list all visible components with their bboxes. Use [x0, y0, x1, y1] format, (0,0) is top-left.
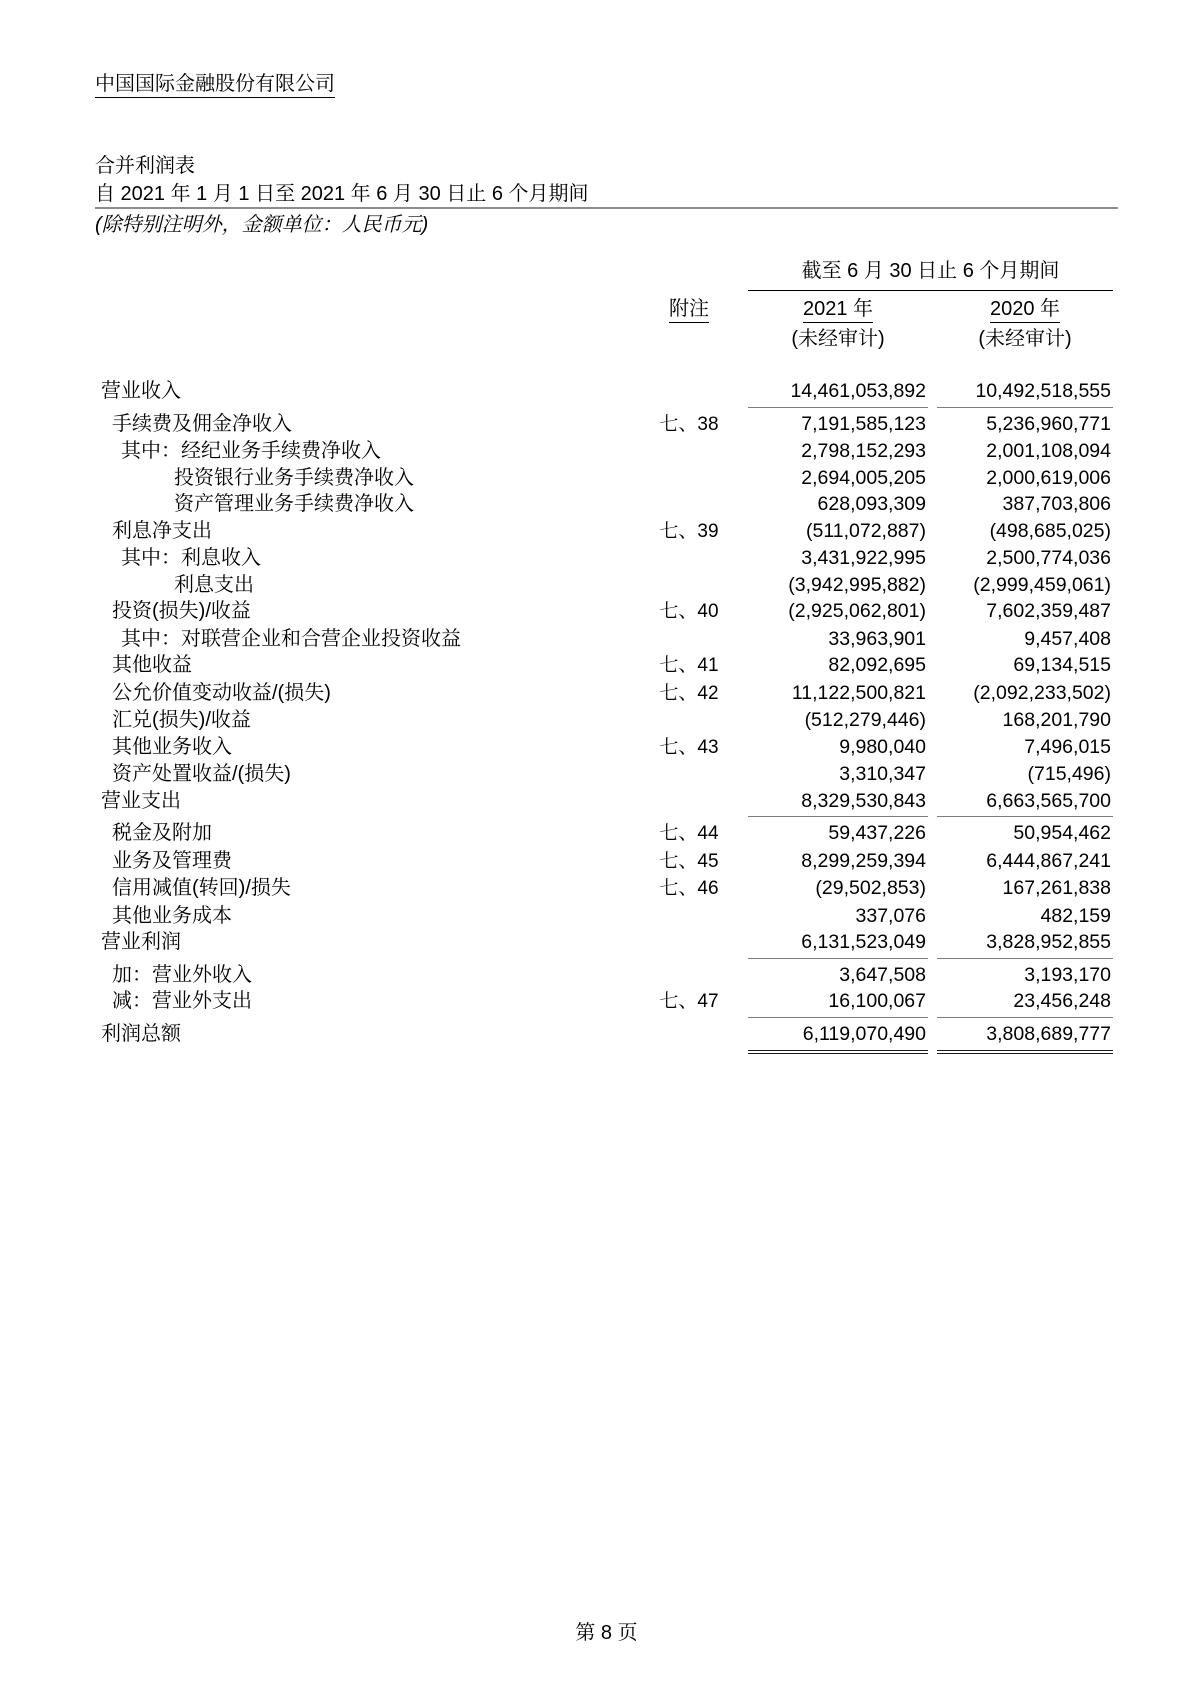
row-value-2021: 8,329,530,843: [748, 788, 928, 818]
row-note: 七、41: [659, 655, 719, 676]
row-note: 七、43: [659, 736, 719, 758]
row-value-2020: 6,663,565,700: [937, 788, 1113, 818]
row-value-2020: 7,496,015: [1024, 735, 1111, 758]
row-value-2021: 59,437,226: [828, 822, 926, 844]
row-value-2020: 168,201,790: [1002, 709, 1111, 731]
row-value-2021: 6,131,523,049: [748, 929, 928, 959]
row-note: 七、40: [659, 601, 719, 622]
row-value-2020: 10,492,518,555: [937, 378, 1113, 408]
row-note: 七、47: [659, 991, 719, 1012]
row-note: 七、46: [659, 878, 719, 899]
row-label: 加：营业外收入: [112, 963, 252, 986]
table-row: [95, 820, 1118, 848]
income-statement-table: [95, 250, 1118, 1058]
row-value-2020: 387,703,806: [1002, 493, 1111, 515]
row-label: 汇兑(损失)/收益: [112, 709, 251, 731]
table-row: [95, 572, 1118, 599]
row-value-2020: 2,001,108,094: [986, 440, 1111, 462]
row-value-2020: 23,456,248: [937, 988, 1113, 1018]
row-label: 资产管理业务手续费净收入: [174, 493, 414, 515]
row-value-2020: 69,134,515: [1013, 654, 1111, 676]
currency-unit-note: (除特别注明外，金额单位：人民币元): [95, 214, 429, 236]
row-note: 七、38: [659, 413, 719, 435]
row-label: 营业支出: [101, 789, 181, 812]
table-header-year-row: [95, 296, 1118, 323]
income-statement-body: [95, 378, 1118, 1054]
table-row: [95, 761, 1118, 788]
table-row: [95, 734, 1118, 762]
row-note: 七、42: [659, 682, 719, 704]
row-label: 利息支出: [174, 573, 254, 596]
table-row: [95, 518, 1118, 546]
row-value-2020: 9,457,408: [1024, 627, 1111, 650]
row-value-2021: (3,942,995,882): [788, 573, 926, 596]
row-value-2020: 3,808,689,777: [937, 1021, 1113, 1055]
row-label: 投资(损失)/收益: [112, 600, 251, 622]
row-label: 其他业务收入: [112, 735, 232, 758]
period-span-header: 截至 6 月 30 日止 6 个月期间: [748, 258, 1113, 291]
table-row: [95, 411, 1118, 439]
table-row: [95, 1021, 1118, 1055]
year-2021-header: 2021 年: [748, 296, 928, 323]
unaudited-label-2020: (未经审计): [978, 328, 1072, 350]
row-value-2021: (29,502,853): [815, 877, 926, 899]
row-label: 营业收入: [101, 380, 181, 402]
company-name: [95, 72, 335, 96]
row-note: 七、39: [659, 520, 719, 542]
page-number: 第 8 页: [575, 1622, 638, 1644]
table-row: [95, 598, 1118, 626]
row-value-2021: 3,647,508: [839, 963, 926, 986]
row-label: 其中：对联营企业和合营企业投资收益: [121, 627, 461, 650]
table-row: [95, 788, 1118, 818]
table-row: [95, 680, 1118, 708]
row-value-2020: 50,954,462: [1013, 822, 1111, 844]
row-label: 减：营业外支出: [112, 990, 252, 1012]
row-value-2021: (2,925,062,801): [788, 600, 926, 622]
row-value-2020: 167,261,838: [1002, 877, 1111, 899]
row-value-2020: (2,999,459,061): [973, 573, 1111, 596]
row-label: 业务及管理费: [112, 849, 232, 872]
row-value-2021: (511,072,887): [806, 519, 926, 542]
table-row: [95, 626, 1118, 653]
row-value-2021: 337,076: [855, 904, 926, 927]
statement-title: 合并利润表: [95, 155, 195, 177]
row-label: 其中：经纪业务手续费净收入: [121, 440, 381, 462]
row-value-2021: 628,093,309: [817, 493, 926, 515]
row-value-2020: 2,000,619,006: [986, 466, 1111, 489]
table-row: [95, 988, 1118, 1018]
row-value-2020: (2,092,233,502): [973, 681, 1111, 704]
row-value-2021: 11,122,500,821: [791, 681, 926, 704]
table-row: [95, 491, 1118, 518]
table-row: [95, 652, 1118, 680]
row-label: 利息净支出: [112, 519, 212, 542]
row-value-2021: 33,963,901: [828, 627, 926, 650]
table-row: [95, 903, 1118, 930]
company-name-text: 中国国际金融股份有限公司: [95, 73, 335, 98]
row-value-2021: 2,798,152,293: [801, 440, 926, 462]
row-label: 其他收益: [112, 654, 192, 676]
row-value-2020: (498,685,025): [989, 519, 1111, 542]
row-value-2020: 3,828,952,855: [937, 929, 1113, 959]
row-label: 手续费及佣金净收入: [112, 412, 292, 435]
row-value-2020: 482,159: [1040, 904, 1111, 927]
row-value-2021: 3,431,922,995: [801, 547, 926, 569]
table-header-period-row: [95, 250, 1118, 291]
row-value-2020: 3,193,170: [1024, 963, 1111, 986]
row-value-2021: 8,299,259,394: [801, 849, 926, 872]
row-label: 利润总额: [101, 1022, 181, 1045]
row-label: 信用减值(转回)/损失: [112, 877, 291, 899]
row-value-2021: (512,279,446): [804, 709, 926, 731]
unaudited-label-2021: (未经审计): [791, 328, 885, 350]
row-value-2021: 7,191,585,123: [801, 412, 926, 435]
row-label: 投资银行业务手续费净收入: [174, 466, 414, 489]
row-value-2020: 2,500,774,036: [986, 547, 1111, 569]
table-row: [95, 707, 1118, 734]
row-label: 其他业务成本: [112, 904, 232, 927]
row-value-2021: 14,461,053,892: [748, 378, 928, 408]
row-value-2021: 9,980,040: [839, 735, 926, 758]
row-value-2021: 16,100,067: [748, 988, 928, 1018]
table-row: [95, 378, 1118, 408]
table-row: [95, 848, 1118, 876]
row-label: 税金及附加: [112, 822, 212, 844]
row-value-2021: 2,694,005,205: [801, 466, 926, 489]
table-row: [95, 438, 1118, 465]
row-label: 营业利润: [101, 931, 181, 953]
row-value-2020: 7,602,359,487: [986, 600, 1111, 622]
row-value-2020: 5,236,960,771: [986, 412, 1111, 435]
table-row: [95, 875, 1118, 903]
row-note: 七、45: [659, 850, 719, 872]
table-row: [95, 962, 1118, 989]
notes-column-header: 附注: [630, 296, 748, 323]
row-value-2021: 6,119,070,490: [748, 1021, 928, 1055]
table-row: [95, 465, 1118, 492]
row-note: 七、44: [659, 823, 719, 844]
row-value-2020: 6,444,867,241: [986, 849, 1111, 872]
row-value-2021: 82,092,695: [828, 654, 926, 676]
table-row: [95, 545, 1118, 572]
year-2020-header: 2020 年: [937, 296, 1113, 323]
row-label: 其中：利息收入: [121, 547, 261, 569]
row-value-2020: (715,496): [1027, 763, 1111, 785]
table-row: [95, 929, 1118, 959]
row-label: 公允价值变动收益/(损失): [112, 681, 331, 704]
reporting-period: 自 2021 年 1 月 1 日至 2021 年 6 月 30 日止 6 个月期间: [95, 182, 1118, 209]
row-value-2021: 3,310,347: [839, 763, 926, 785]
row-label: 资产处置收益/(损失): [112, 763, 291, 785]
table-header-unaudited-row: [95, 326, 1118, 353]
